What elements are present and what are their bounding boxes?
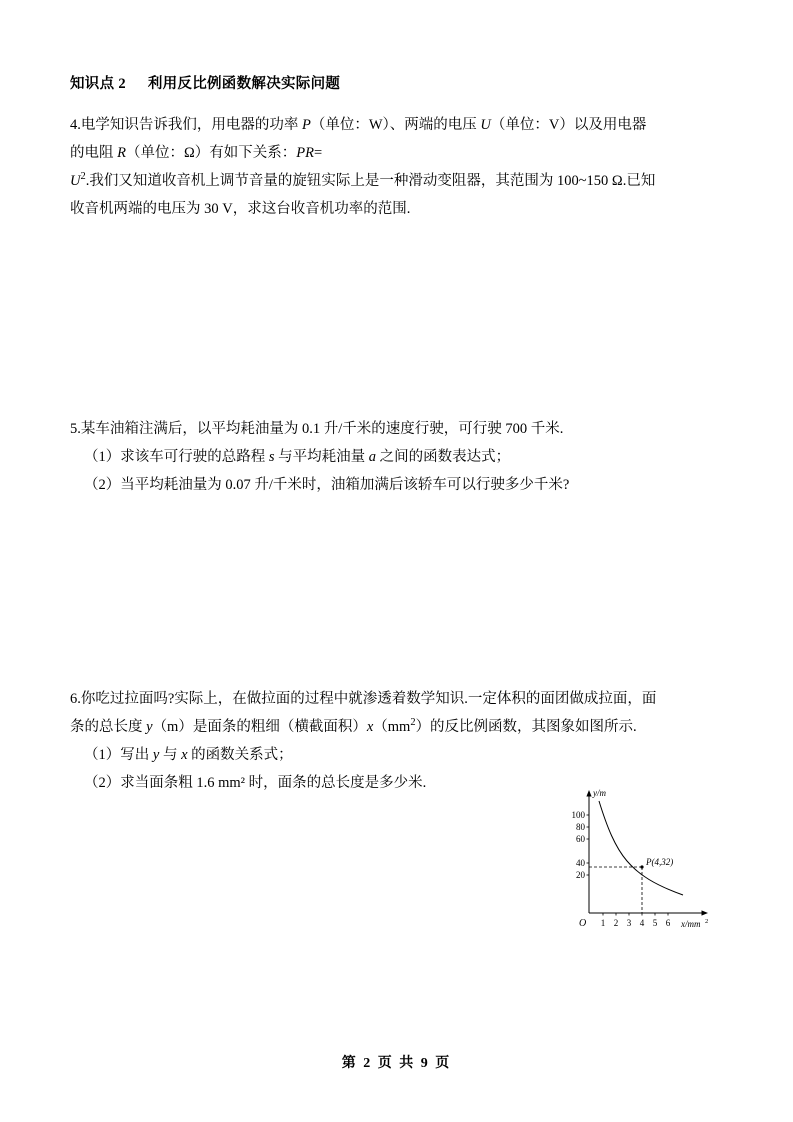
q5-sub1-b: 与平均耗油量 (274, 449, 369, 465)
answer-space-4 (70, 223, 725, 399)
x-axis-label-sup: 2 (705, 918, 709, 925)
origin-label: O (579, 918, 587, 929)
y-tick-40: 40 (576, 858, 585, 868)
q4-line2-a: 的电阻 (70, 145, 118, 161)
footer-total-pages: 9 (420, 1056, 430, 1071)
hyperbola-curve (599, 801, 683, 895)
q6-line2-d: ）的反比例函数，其图象如图所示. (415, 719, 637, 735)
q6-sub1-b: 与 (159, 747, 182, 763)
y-tick-20: 20 (576, 870, 585, 880)
q4-line1-b: （单位：W）、两端的电压 (310, 117, 481, 133)
q5-sub1-a: （1）求该车可行驶的总路程 (84, 449, 269, 465)
section-heading (70, 72, 725, 93)
question-5-sub-1 (84, 443, 725, 471)
q4-formula-PR: PR (296, 145, 314, 161)
q6-superscript-2: 2 (410, 717, 416, 729)
hyperbola-figure (555, 785, 720, 935)
y-tick-100: 100 (571, 810, 585, 820)
q4-symbol-P: P (302, 117, 311, 133)
q6-line2-b: （m）是面条的粗细（横截面积） (152, 719, 367, 735)
q6-symbol-y: y (146, 719, 153, 735)
question-5-stem: 5.某车油箱注满后，以平均耗油量为 0.1 升/千米的速度行驶，可行驶 700 千米. (70, 421, 564, 437)
q5-symbol-s: s (268, 449, 275, 465)
y-tick-80: 80 (576, 822, 585, 832)
q4-line3-a: .我们又知道收音机上调节音量的旋钮实际上是一种滑动变阻器，其范围为 100~150 Ω.已知 (85, 173, 656, 189)
q6-sub1-symbol-y: y (152, 747, 160, 763)
question-6-sub-2: （2）求当面条粗 1.6 mm² 时，面条的总长度是多少米. (84, 775, 427, 791)
section-title: 利用反比例函数解决实际问题 (147, 76, 341, 92)
question-6-sub-1 (84, 741, 725, 769)
q4-symbol-U: U (480, 117, 491, 133)
q4-line4: 收音机两端的电压为 30 V，求这台收音机功率的范围. (70, 201, 411, 217)
footer-page-number: 2 (363, 1056, 373, 1071)
q6-line2-a: 条的总长度 (70, 719, 147, 735)
footer-prefix: 第 (341, 1056, 358, 1071)
x-tick-1: 1 (600, 918, 606, 928)
q4-line2-c: = (313, 145, 323, 161)
q4-line1-c: （单位：V）以及用电器 (490, 117, 647, 133)
q4-symbol-R: R (117, 145, 126, 161)
x-tick-4: 4 (639, 918, 645, 928)
page-footer (0, 1052, 793, 1072)
page-content (70, 72, 725, 399)
x-tick-5: 5 (652, 918, 658, 928)
q6-sub1-a: （1）写出 (84, 747, 153, 763)
hyperbola-graph-svg (555, 785, 720, 935)
q6-symbol-x: x (366, 719, 374, 735)
q5-symbol-a: a (368, 449, 377, 465)
question-5-sub-2: （2）当平均耗油量为 0.07 升/千米时，油箱加满后该轿车可以行驶多少千米? (84, 477, 570, 493)
q4-line1-a: 4.电学知识告诉我们，用电器的功率 (70, 117, 302, 133)
footer-suffix: 页 (435, 1056, 452, 1071)
x-tick-3: 3 (626, 918, 632, 928)
q5-sub1-c: 之间的函数表达式； (376, 449, 511, 465)
footer-middle: 页 共 (377, 1056, 416, 1071)
q4-line2-b: （单位：Ω）有如下关系： (125, 145, 297, 161)
x-tick-6: 6 (665, 918, 671, 928)
question-4-text (70, 111, 725, 223)
question-4 (70, 111, 725, 223)
y-axis-label: y/m (593, 788, 606, 798)
question-5 (70, 415, 725, 499)
q6-sub1-c: 的函数关系式； (187, 747, 293, 763)
question-6 (70, 685, 725, 797)
q6-line1: 6.你吃过拉面吗?实际上，在做拉面的过程中就渗透着数学知识.一定体积的面团做成拉面，面 (70, 691, 657, 707)
q4-superscript-2: 2 (80, 171, 86, 183)
q6-line2-c: （mm (373, 719, 411, 735)
q4-symbol-U2: U (70, 173, 81, 189)
section-label: 知识点 2 (70, 76, 126, 92)
x-axis-label: x/mm (681, 919, 701, 929)
x-tick-2: 2 (613, 918, 619, 928)
point-label-P: P(4,32) (646, 857, 674, 867)
question-6-text (70, 685, 725, 741)
q6-sub1-symbol-x: x (181, 747, 188, 763)
y-tick-60: 60 (576, 834, 585, 844)
